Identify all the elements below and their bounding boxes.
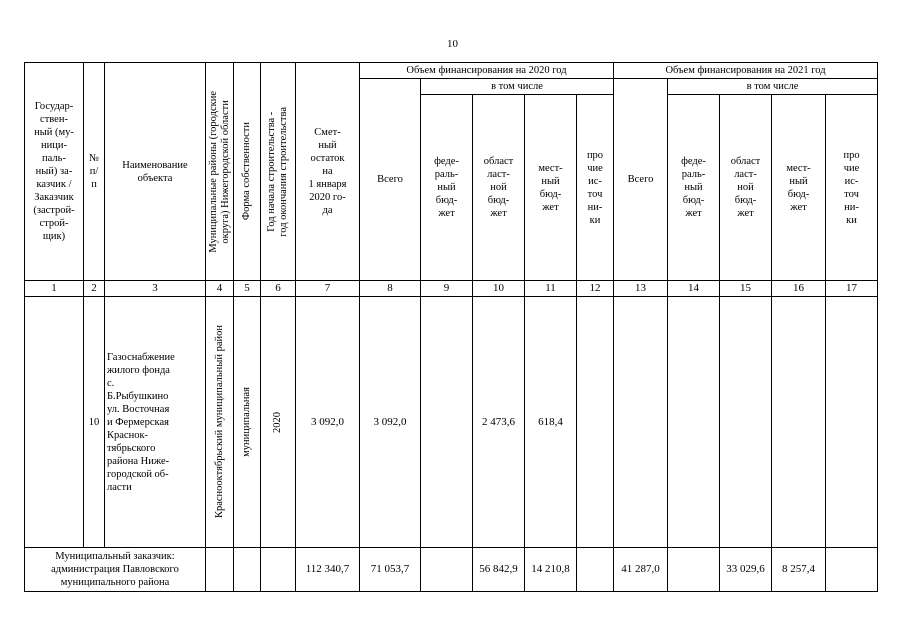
row-total-2020: 3 092,0 (360, 297, 421, 548)
column-number: 2 (84, 281, 105, 297)
header-regional-2021: област ласт- ной бюд- жет (720, 95, 772, 281)
summary-total-2020: 71 053,7 (360, 548, 421, 592)
summary-local-2021: 8 257,4 (772, 548, 826, 592)
column-number: 9 (421, 281, 473, 297)
table-row (25, 297, 878, 548)
column-number: 5 (234, 281, 261, 297)
header-ownership: Форма собственности (234, 63, 261, 281)
header-total-2021: Всего (614, 79, 668, 281)
summary-federal-2021 (668, 548, 720, 592)
row-regional-2020: 2 473,6 (473, 297, 525, 548)
row-years: 2020 (261, 297, 296, 548)
row-other-2021 (826, 297, 878, 548)
row-customer-cell (25, 297, 84, 548)
header-other-2020: про чие ис- точ ни- ки (577, 95, 614, 281)
column-number: 16 (772, 281, 826, 297)
header-federal-2020: феде- раль- ный бюд- жет (421, 95, 473, 281)
row-object-name: Газоснабжение жилого фонда с. Б.Рыбушкино ул. Восточная и Фермерская Краснок- тябрьского района Ниже- городской об- ласти (105, 297, 206, 548)
header-remainder: Смет- ный остаток на 1 января 2020 го- да (296, 63, 360, 281)
row-district: Краснооктябрьский муниципальный район (206, 297, 234, 548)
summary-regional-2020: 56 842,9 (473, 548, 525, 592)
header-including-2021: в том числе (668, 79, 878, 95)
summary-years (261, 548, 296, 592)
summary-customer: Муниципальный заказчик: администрация Павловского муниципального района (25, 548, 206, 592)
header-federal-2021: феде- раль- ный бюд- жет (668, 95, 720, 281)
page-number: 10 (447, 38, 458, 50)
column-number: 7 (296, 281, 360, 297)
column-number: 11 (525, 281, 577, 297)
column-number: 13 (614, 281, 668, 297)
summary-total-2021: 41 287,0 (614, 548, 668, 592)
column-number: 4 (206, 281, 234, 297)
header-object-name: Наименование объекта (105, 63, 206, 281)
column-number: 8 (360, 281, 421, 297)
row-other-2020 (577, 297, 614, 548)
header-2020-group: Объем финансирования на 2020 год (360, 63, 614, 79)
header-regional-2020: област ласт- ной бюд- жет (473, 95, 525, 281)
summary-row (25, 548, 878, 592)
header-local-2021: мест- ный бюд- жет (772, 95, 826, 281)
column-number: 3 (105, 281, 206, 297)
column-number: 10 (473, 281, 525, 297)
column-numbers-row (25, 281, 878, 297)
row-local-2021 (772, 297, 826, 548)
row-remainder: 3 092,0 (296, 297, 360, 548)
header-total-2020: Всего (360, 79, 421, 281)
summary-ownership (234, 548, 261, 592)
column-number: 15 (720, 281, 772, 297)
row-federal-2020 (421, 297, 473, 548)
header-years: Год начала строительства - год окончания строительства (261, 63, 296, 281)
column-number: 12 (577, 281, 614, 297)
row-ownership: муниципальная (234, 297, 261, 548)
row-federal-2021 (668, 297, 720, 548)
column-number: 17 (826, 281, 878, 297)
summary-federal-2020 (421, 548, 473, 592)
summary-other-2020 (577, 548, 614, 592)
summary-regional-2021: 33 029,6 (720, 548, 772, 592)
summary-other-2021 (826, 548, 878, 592)
summary-district (206, 548, 234, 592)
summary-remainder: 112 340,7 (296, 548, 360, 592)
header-customer: Государ- ствен- ный (му- ници- паль- ный) за- казчик / Заказчик (застрой- строй- щик) (25, 63, 84, 281)
header-local-2020: мест- ный бюд- жет (525, 95, 577, 281)
column-number: 1 (25, 281, 84, 297)
header-2021-group: Объем финансирования на 2021 год (614, 63, 878, 79)
header-number: № п/ п (84, 63, 105, 281)
row-total-2021 (614, 297, 668, 548)
header-including-2020: в том числе (421, 79, 614, 95)
row-regional-2021 (720, 297, 772, 548)
header-other-2021: про чие ис- точ ни- ки (826, 95, 878, 281)
row-number: 10 (84, 297, 105, 548)
summary-local-2020: 14 210,8 (525, 548, 577, 592)
header-district: Муниципальные районы (городские округа) Нижегородской области (206, 63, 234, 281)
column-number: 14 (668, 281, 720, 297)
column-number: 6 (261, 281, 296, 297)
row-local-2020: 618,4 (525, 297, 577, 548)
financing-table (24, 62, 878, 592)
